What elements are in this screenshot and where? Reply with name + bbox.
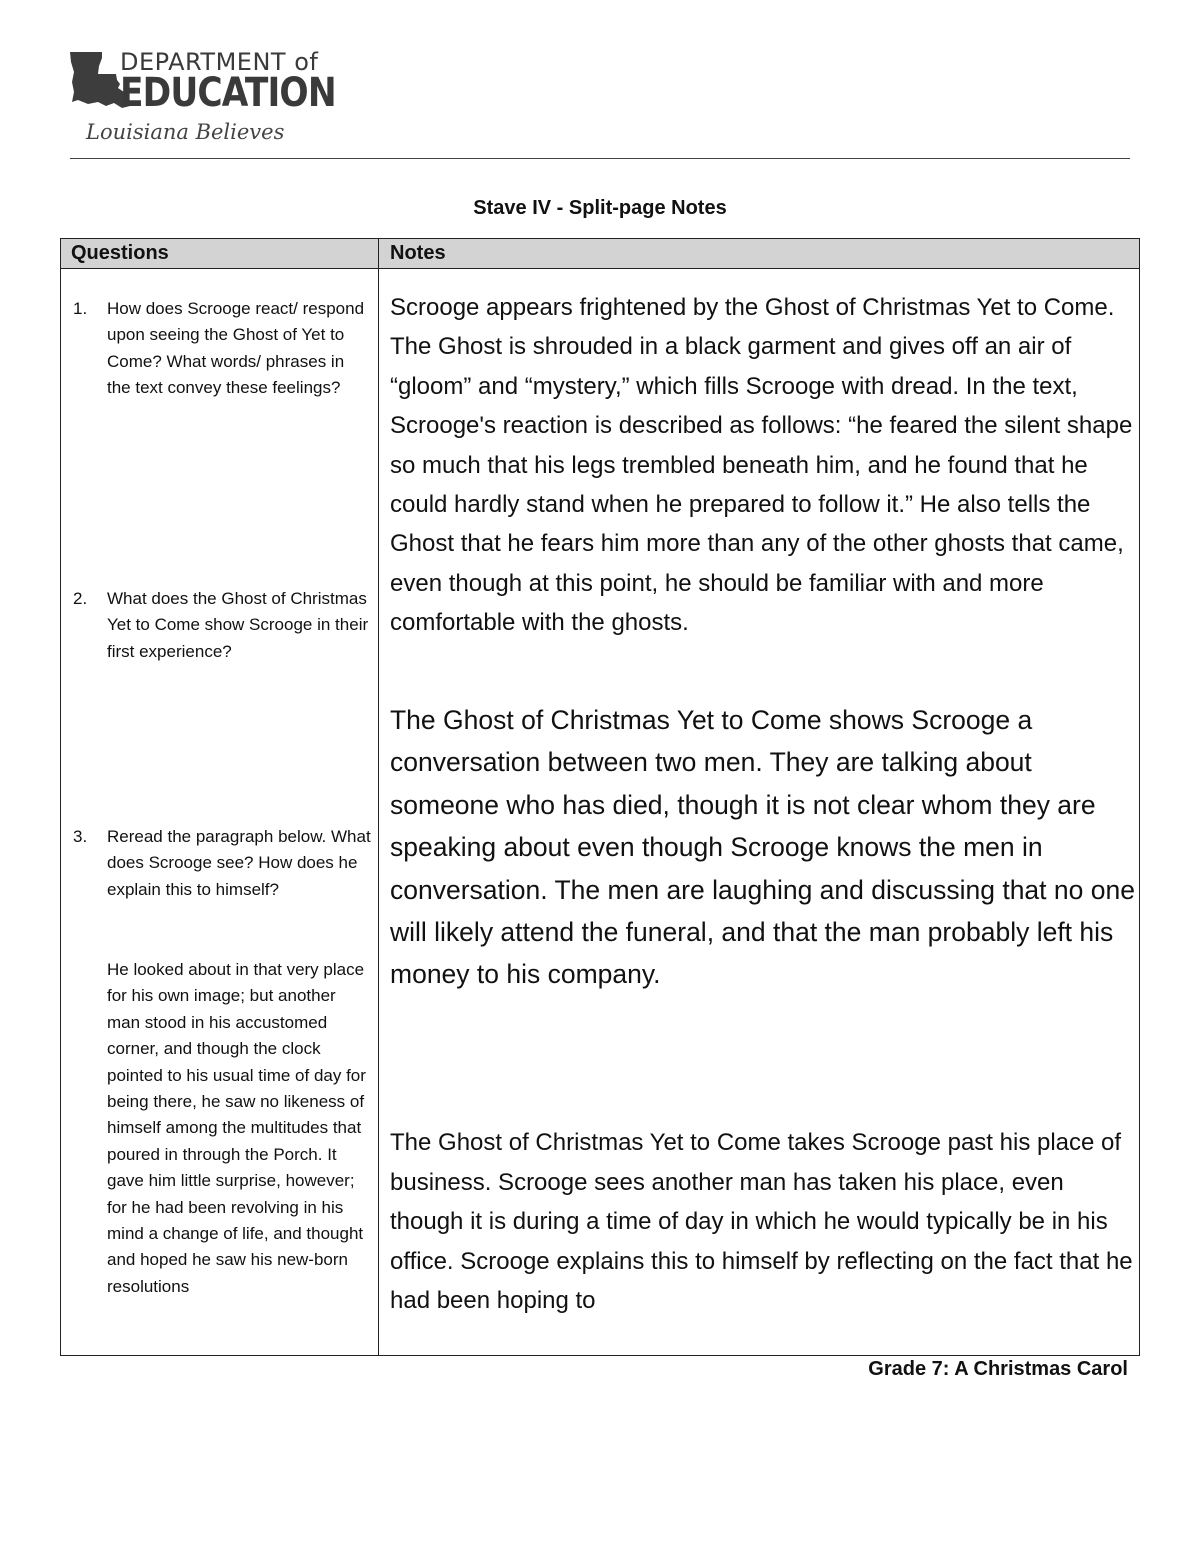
question-text: Reread the paragraph below. What does Scrooge see? How does he explain this to himself?	[107, 827, 371, 899]
question-number: 1.	[73, 299, 88, 318]
header-notes: Notes	[390, 242, 446, 264]
department-logo	[68, 48, 358, 148]
split-page-notes-table	[60, 238, 1140, 1356]
column-divider	[378, 239, 379, 1355]
page-title: Stave IV - Split-page Notes	[473, 197, 727, 219]
question-text: What does the Ghost of Christmas Yet to Come show Scrooge in their first experience?	[107, 589, 369, 661]
note-answer: The Ghost of Christmas Yet to Come shows Scrooge a conversation between two men. They are talking about someone who has died, though it is not clear whom they are speaking about even though Scrooge knows the men in conversation. The men are laughing and discussing that no one will likely attend the funeral, and that the man probably left his money to his company.	[390, 705, 1135, 990]
question-text: How does Scrooge react/ respond upon seeing the Ghost of Yet to Come? What words/ phrases in the text convey these feelings?	[107, 299, 365, 398]
excerpt-passage: He looked about in that very place for his own image; but another man stood in his accustomed corner, and though the clock pointed to his usual time of day for being there, he saw no likeness of himself among the multitudes that poured in through the Porch. It gave him little surprise, however; for he had been revolving in his mind a change of life, and thought and hoped he saw his new-born resolutions	[107, 960, 366, 1296]
logo-tagline: Louisiana Believes	[86, 120, 285, 144]
table-header-row	[61, 239, 1139, 269]
question-number: 2.	[73, 589, 88, 608]
logo-line-education: EDUCATION	[120, 70, 336, 116]
note-answer: Scrooge appears frightened by the Ghost of Christmas Yet to Come. The Ghost is shrouded in a black garment and gives off an air of “gloom” and “mystery,” which fills Scrooge with dread. In the text, Scrooge's reaction is described as follows: “he feared the silent shape so much that his legs trembled beneath him, and he found that he could hardly stand when he prepared to follow it.” He also tells the Ghost that he fears him more than any of the other ghosts that came, even though at this point, he should be familiar with and more comfortable with the ghosts.	[390, 294, 1133, 637]
header-questions: Questions	[71, 242, 169, 264]
logo-line-department: DEPARTMENT of	[120, 48, 319, 76]
footer-course-label: Grade 7: A Christmas Carol	[868, 1358, 1128, 1380]
note-answer: The Ghost of Christmas Yet to Come takes Scrooge past his place of business. Scrooge sees another man has taken his place, even though it is during a time of day in which he would typically be in his office. Scrooge explains this to himself by reflecting on the fact that he had been hoping to	[390, 1129, 1133, 1315]
header-divider	[70, 158, 1130, 159]
question-number: 3.	[73, 827, 88, 846]
